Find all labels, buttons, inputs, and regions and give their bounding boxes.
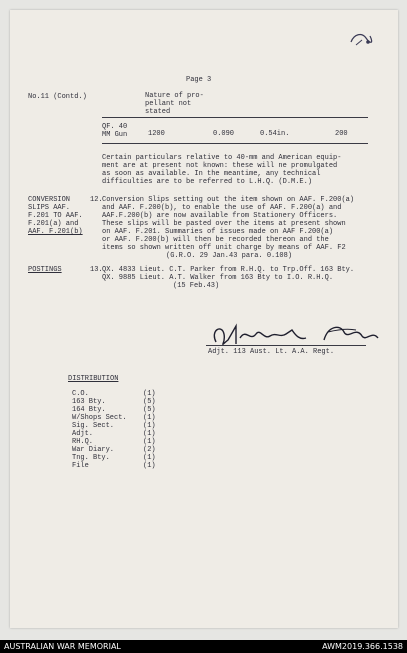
section-number: No.11 (Contd.) — [28, 93, 87, 101]
conversion-line-8: (G.R.O. 29 Jan.43 para. 0.108) — [166, 252, 293, 260]
conversion-label-4: F.201(a) and — [28, 220, 79, 228]
row-value-3: 0.54in. — [260, 130, 290, 138]
handwritten-signature — [206, 316, 384, 352]
distribution-item-name: 163 Bty. — [72, 398, 106, 406]
distribution-item-count: (1) — [143, 462, 156, 470]
conversion-label-5: AAF. F.201(b) — [28, 228, 83, 236]
table-rule-bottom — [102, 143, 368, 144]
distribution-item-name: File — [72, 462, 89, 470]
footer-accession-id: AWM2019.366.1538 — [322, 642, 403, 651]
conversion-label-1: CONVERSION — [28, 196, 71, 204]
postings-line-2: QX. 9885 Lieut. A.T. Walker from 163 Bty to I.O. R.H.Q. — [102, 274, 334, 282]
distribution-item-count: (1) — [143, 438, 156, 446]
distribution-item-count: (1) — [143, 454, 156, 462]
column-header-line-2: pellant not — [145, 100, 192, 108]
conversion-label-2: SLIPS AAF. — [28, 204, 71, 212]
conversion-line-1: Conversion Slips setting out the item shown on AAF. F.200(a) — [102, 196, 355, 204]
distribution-item-count: (1) — [143, 390, 156, 398]
distribution-item-name: 164 Bty. — [72, 406, 106, 414]
distribution-item-count: (5) — [143, 398, 156, 406]
distribution-item-name: RH.Q. — [72, 438, 94, 446]
distribution-item-count: (5) — [143, 406, 156, 414]
distribution-item-name: War Diary. — [72, 446, 115, 454]
row-item-line-2: MM Gun — [102, 131, 128, 139]
distribution-item-count: (1) — [143, 414, 156, 422]
distribution-item-name: C.O. — [72, 390, 89, 398]
conversion-line-4: These slips will be pasted over the items at present shown — [102, 220, 346, 228]
distribution-item-count: (1) — [143, 422, 156, 430]
signature-caption: Adjt. 113 Aust. Lt. A.A. Regt. — [208, 348, 335, 356]
page-number: Page 3 — [186, 76, 212, 84]
conversion-line-5: on AAF. F.201. Summaries of issues made on AAF F.200(a) — [102, 228, 334, 236]
column-header-line-1: Nature of pro- — [145, 92, 204, 100]
row-value-1: 1200 — [148, 130, 165, 138]
distribution-item-name: W/Shops Sect. — [72, 414, 127, 422]
postings-line-3: (15 Feb.43) — [173, 282, 220, 290]
distribution-item-name: Adjt. — [72, 430, 94, 438]
conversion-line-2: and AAF. F.200(b), to enable the use of AAF. F.200(a) and — [102, 204, 342, 212]
postings-line-1: QX. 4833 Lieut. C.T. Parker from R.H.Q. to Trp.Off. 163 Bty. — [102, 266, 355, 274]
note-line-4: difficulties are to be referred to L.H.Q. (D.M.E.) — [102, 178, 313, 186]
distribution-item-name: Sig. Sect. — [72, 422, 115, 430]
conversion-label-3: F.201 TO AAF. — [28, 212, 83, 220]
footer-institution: AUSTRALIAN WAR MEMORIAL — [4, 642, 121, 651]
table-rule-top — [102, 117, 368, 118]
footer-bar — [0, 640, 407, 653]
row-value-4: 200 — [335, 130, 348, 138]
note-line-1: Certain particulars relative to 40-mm and American equip- — [102, 154, 342, 162]
postings-number: 13. — [90, 266, 103, 274]
distribution-item-count: (2) — [143, 446, 156, 454]
document-page — [10, 10, 398, 628]
note-line-2: ment are at present not known: these will ne promulgated — [102, 162, 338, 170]
conversion-number: 12. — [90, 196, 103, 204]
distribution-item-name: Tng. Bty. — [72, 454, 110, 462]
row-value-2: 0.090 — [213, 130, 235, 138]
conversion-line-3: AAF.F.200(b) are now available from Stationery Officers. — [102, 212, 338, 220]
note-line-3: as soon as available. In the meantime, any technical — [102, 170, 321, 178]
conversion-line-6: or AAF. F.200(b) will then be recorded thereon and the — [102, 236, 329, 244]
row-item-line-1: QF. 40 — [102, 123, 128, 131]
conversion-line-7: items so shown written off unit charge by means of AAF. F2 — [102, 244, 346, 252]
column-header-line-3: stated — [145, 108, 171, 116]
postings-label: POSTINGS — [28, 266, 62, 274]
ink-mark-icon — [348, 30, 378, 50]
signature-rule — [206, 345, 366, 346]
distribution-title: DISTRIBUTION — [68, 375, 119, 383]
distribution-item-count: (1) — [143, 430, 156, 438]
